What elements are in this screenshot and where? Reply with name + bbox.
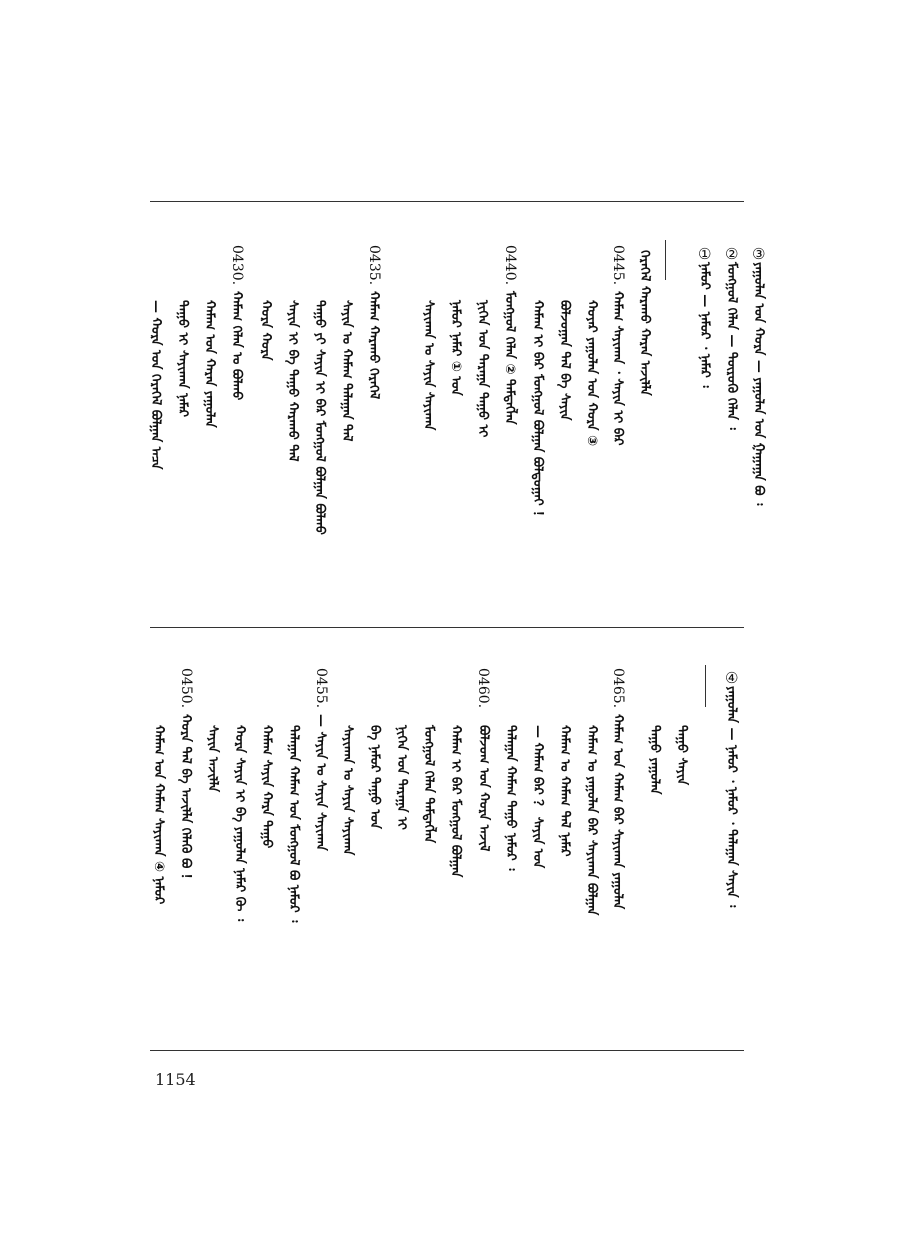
entry-number-0460: 0460. [475, 668, 491, 709]
footnote-separator-lower [705, 665, 706, 707]
page-number: 1154 [155, 1070, 196, 1089]
entry-0445-line-2: 0445. ᠬᠠᠮᠠᠭ ᠰᠠᠶᠢᠬᠠᠨ ᠂ ᠰᠠᠶᠢᠨ ᠢ ᠪᠠᠷ [610, 245, 626, 446]
entry-number-0450: 0450. [178, 668, 194, 709]
middle-rule [150, 627, 744, 628]
footnote-separator-upper [665, 240, 666, 280]
footnote-1: ① ᠨᠠᠮᠤᠷ — ᠨᠠᠮᠤᠷ ᠂ ᠨᠠᠮᠠᠷ ᠄ [697, 245, 712, 388]
entry-number-0465: 0465. [610, 668, 626, 709]
entry-0450-line-1: 0450. ᠬᠤᠷᠠ ᠲᠠᠯ ᠪᠠ ᠠᠵᠢᠯᠯᠠ ᠬᠡᠯᠡᠬᠦ ᠪᠣ ！ [178, 668, 194, 886]
entry-0435-line-3: ᠳᠠᠭᠤ ᠶᠢ ᠰᠠᠶᠢᠨ ᠢ ᠪᠠᠷ ᠮᠣᠩᠭᠣᠯ ᠪᠣᠯᠭᠠᠨ ᠪᠣᠯᠬᠤ [312, 300, 327, 535]
entry-0460-line-2: ᠬᠠᠮᠠᠭ ᠢ ᠪᠠᠷ ᠮᠣᠩᠭᠣᠯ ᠪᠣᠯᠭᠠᠨ [448, 725, 463, 878]
footnote-3: ③ ᠶᠠᠭᠤᠯᠠᠨ ᠤᠨ ᠬᠤᠷᠠ — ᠶᠠᠭᠤᠯᠠᠨ ᠤᠨ ᠭᠠᠭᠠᠭᠠ ᠪᠣ ᠄ [751, 245, 766, 506]
entry-0445-line-3: ᠬᠣᠶᠠᠷ ᠶᠠᠭᠤᠯᠠᠨ ᠤᠨ ᠬᠤᠷᠠ ③ [584, 300, 599, 446]
entry-0455-line-2: ᠲᠠᠯᠠᠭᠠᠨ ᠬᠠᠮᠠᠭ ᠤᠨ ᠮᠣᠩᠭᠣᠯ ᠪᠣ ᠨᠠᠮᠤᠷ ᠄ [286, 725, 301, 923]
entry-0460-line-5: ᠪᠠ ᠨᠠᠮᠤᠷ ᠳᠠᠭᠤ ᠤᠨ [367, 725, 382, 829]
entry-0440-line-3: ᠨᠠᠮᠤᠷ ᠨᠠᠮᠠᠷ ① ᠤᠨ [448, 300, 463, 396]
footnote-2: ② ᠮᠣᠩᠭᠣᠯ ᠬᠡᠯᠡᠨ — ᠲᠦᠷᠦᠬᠦ ᠬᠡᠯᠡᠨ ᠄ [724, 245, 739, 430]
bottom-rule [150, 1050, 744, 1051]
entry-0430-line-1: 0430. ᠬᠠᠮᠠᠭ ᠬᠡᠯᠡᠨ ᠤ ᠪᠣᠯᠬᠤ [229, 245, 245, 401]
entry-0430-line-3: ᠳᠠᠭᠤ ᠢ ᠰᠠᠶᠢᠬᠠᠨ ᠨᠠᠮᠠᠷ [175, 300, 190, 418]
entry-0435-line-4: ᠰᠠᠶᠢᠨ ᠢ ᠪᠠ ᠳᠠᠭᠤ ᠬᠠᠷᠠᠬᠤ ᠲᠠᠯ [285, 300, 300, 462]
continued-line-1: ᠳᠠᠭᠤ ᠰᠠᠶᠢᠨ [674, 725, 689, 786]
entry-0465-line-2: ᠬᠠᠮᠠᠭ ᠤ ᠶᠠᠭᠤᠯᠠᠨ ᠪᠠᠷ ᠰᠠᠶᠢᠬᠠᠨ ᠪᠣᠯᠭᠠᠨ [584, 725, 599, 916]
entry-0430-line-4: — ᠬᠤᠷᠠ ᠤᠨ ᠭᠡᠷᠡᠭᠡᠯ ᠪᠣᠯᠭᠠᠨ ᠠᠴᠠ [148, 300, 163, 470]
entry-number-0435: 0435. [366, 245, 382, 286]
entry-0465-line-3: ᠬᠠᠮᠠᠭ ᠤ ᠬᠠᠮᠠᠭ ᠲᠠᠯ ᠨᠠᠮᠠᠷ [557, 725, 572, 857]
entry-0440-line-2: ᠨᠢᠭᠡᠨ ᠤᠨ ᠳᠠᠷᠠᠭᠠ ᠳᠠᠭᠤ ᠢ [475, 300, 490, 438]
entry-0465-line-6: ᠪᠣᠯᠵᠣᠭ ᠤᠨ ᠬᠤᠷᠠ ᠠᠵᠢᠯ [476, 725, 491, 852]
entry-0445-line-4: ᠪᠣᠯᠵᠣᠭᠠᠨ ᠲᠠᠯ ᠪᠠ ᠰᠠᠶᠢᠨ [557, 300, 572, 421]
entry-0465-line-5: ᠲᠠᠯᠠᠭᠠᠨ ᠬᠠᠮᠠᠭ ᠳᠠᠭᠤ ᠨᠠᠮᠤᠷ ᠄ [503, 725, 518, 871]
top-rule [150, 201, 744, 202]
entry-0430-line-2: ᠬᠠᠮᠠᠭ ᠤᠨ ᠬᠠᠷᠠᠨ ᠶᠠᠭᠤᠯᠠᠨ [202, 300, 217, 428]
entry-0440-line-1: 0440. ᠮᠣᠩᠭᠣᠯ ᠬᠡᠯᠡᠨ ② ᠲᠡᠮᠳᠡᠭᠯᠡᠨ [502, 245, 518, 425]
entry-0460-line-3: ᠮᠣᠩᠭᠣᠯ ᠬᠡᠯᠡᠨ ᠲᠡᠮᠳᠡᠭᠯᠡᠨ [421, 725, 436, 844]
entry-0460-line-1 [476, 668, 489, 714]
entry-number-0440: 0440. [502, 245, 518, 286]
entry-0455-line-5: ᠰᠠᠶᠢᠨ ᠠᠵᠢᠯᠯᠠ [205, 725, 220, 793]
entry-0455-line-1: 0455. — ᠰᠠᠶᠢᠨ ᠤ ᠰᠠᠶᠢᠨ ᠰᠠᠶᠢᠬᠠᠨ [313, 668, 329, 851]
entry-0440-line-4: ᠰᠠᠶᠢᠬᠠᠨ ᠤ ᠰᠠᠶᠢᠨ ᠰᠠᠶᠢᠬᠠᠨ [421, 300, 436, 431]
entry-0460-line-6: ᠰᠠᠶᠢᠬᠠᠨ ᠤ ᠰᠠᠶᠢᠨ ᠰᠠᠶᠢᠬᠠᠨ [340, 725, 355, 856]
entry-0455-line-4: ᠬᠤᠷᠠ ᠰᠠᠶᠢᠨ ᠢ ᠪᠠ ᠶᠠᠭᠤᠯᠠᠨ ᠨᠠᠮᠠᠷ ᠬᠦ ᠄ [232, 725, 247, 922]
entry-0465-line-1: 0465. ᠬᠠᠮᠠᠭ ᠤᠨ ᠬᠠᠮᠠᠭ ᠪᠠᠷ ᠰᠠᠶᠢᠬᠠᠨ ᠶᠠᠭᠤᠯᠠᠨ [610, 668, 626, 910]
entry-0435-line-5: ᠬᠤᠷᠠ ᠬᠤᠷᠠ [258, 300, 273, 361]
entry-number-0455: 0455. [313, 668, 329, 709]
entry-0455-line-3: ᠬᠠᠮᠠᠭ ᠰᠠᠶᠢᠨ ᠬᠠᠷᠠ ᠳᠠᠭᠤ [259, 725, 274, 849]
footnote-4: ④ ᠶᠠᠭᠤᠯᠠᠨ — ᠨᠠᠮᠤᠷ ᠂ ᠨᠠᠮᠤᠷ ᠂ ᠲᠠᠯᠠᠭᠠᠨ ᠰᠠᠶᠢᠨ ᠄ [724, 669, 739, 908]
entry-0460-line-4: ᠨᠢᠭᠡᠨ ᠤᠨ ᠳᠠᠷᠠᠭᠠ ᠢ [394, 725, 409, 830]
continued-line-2: ᠳᠠᠭᠤ ᠶᠠᠭᠤᠯᠠᠨ [647, 725, 662, 795]
entry-0450-line-2: ᠬᠠᠮᠠᠭ ᠤᠨ ᠬᠠᠮᠠᠭ ᠰᠠᠶᠢᠬᠠᠨ ④ ᠨᠠᠮᠤᠷ [151, 725, 166, 905]
entry-0445-line-5: ᠬᠠᠮᠠᠭ ᠢ ᠪᠠᠷ ᠮᠣᠩᠭᠣᠯ ᠪᠣᠯᠭᠠᠨ ᠪᠣᠯᠲᠤᠭᠠᠢ ！ [530, 300, 545, 524]
entry-0435-line-2: ᠰᠠᠶᠢᠨ ᠤ ᠬᠠᠮᠠᠭ ᠲᠠᠯᠠᠭᠠᠨ ᠲᠠᠯ [339, 300, 354, 442]
entry-0435-line-1: 0435. ᠬᠠᠮᠠᠭ ᠬᠠᠷᠠᠬᠤ ᠭᠡᠷᠡᠭᠡᠯ [366, 245, 382, 400]
entry-0465-line-4: — ᠬᠠᠮᠠᠭ ᠪᠠᠷ ？ ᠰᠠᠶᠢᠨ ᠤᠨ [530, 725, 545, 869]
entry-0445-line-1: ᠭᠡᠷᠡᠭᠡᠯ ᠬᠠᠷᠠᠬᠤ ᠬᠠᠷᠠᠨ ᠠᠵᠢᠯᠯᠠ [637, 250, 652, 396]
entry-number-0430: 0430. [229, 245, 245, 286]
entry-number-0445: 0445. [610, 245, 626, 286]
